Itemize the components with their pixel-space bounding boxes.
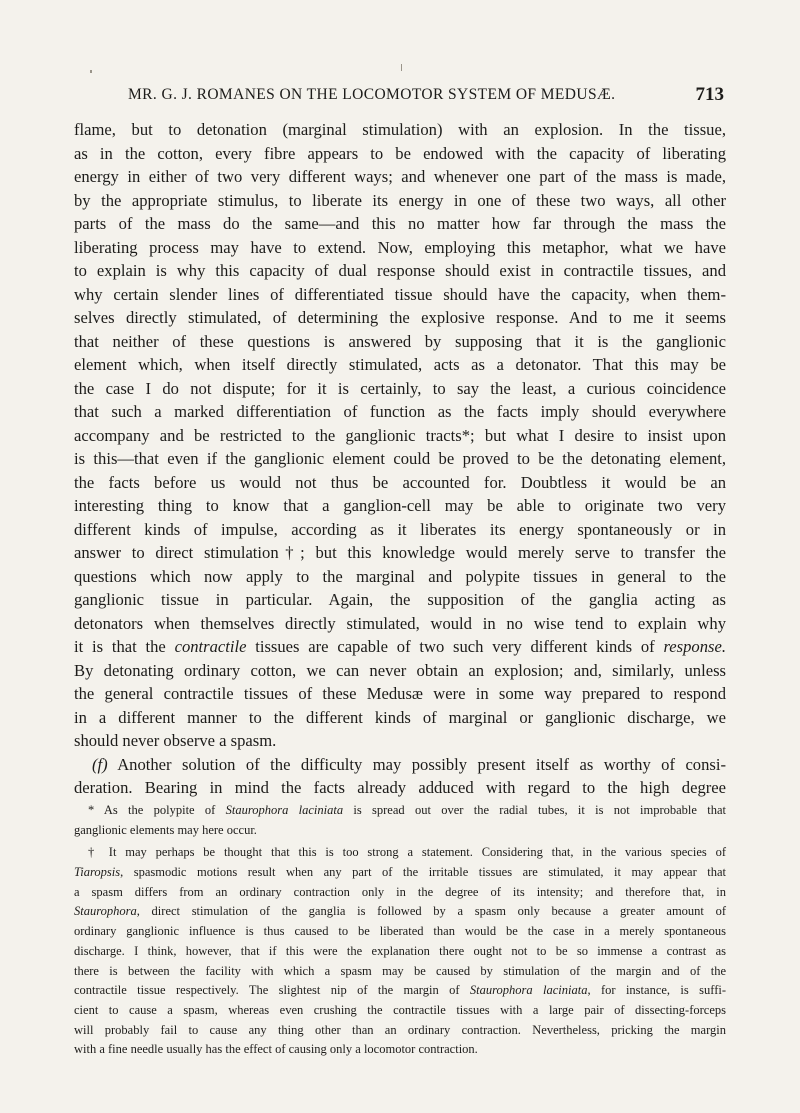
text-run: is spread out over the radial tubes, it is not improbable that: [343, 803, 726, 817]
body-text: [74, 118, 726, 800]
footnote-2-line: [74, 981, 726, 1001]
text-line: energy in either of two very different ways; and whenever one part of the mass is made,: [74, 167, 726, 186]
text-line: deration. Bearing in mind the facts already adduced with regard to the high degree: [74, 778, 726, 797]
footnote-2-line: cient to cause a spasm, whereas even crushing the contractile tissues with a large pair of dissecting-forceps: [74, 1002, 726, 1017]
italic-term: response.: [663, 637, 726, 656]
text-line: as in the cotton, every fibre appears to be endowed with the capacity of liberating: [74, 143, 726, 163]
text-line: parts of the mass do the same—and this no matter how far through the mass the: [74, 214, 726, 233]
text-line: flame, but to detonation (marginal stimulation) with an explosion. In the tissue,: [74, 120, 726, 139]
text-line: to explain is why this capacity of dual response should exist in contractile tissues, and: [74, 261, 726, 280]
text-run: , direct stimulation of the ganglia is followed by a spasm only because a greater amount of: [136, 904, 726, 919]
text-line: different kinds of impulse, according as it liberates its energy spontaneously or in: [74, 519, 726, 539]
footnote-2-line: will probably fail to cause any thing other than an ordinary contraction. Nevertheless, pricking the margin: [74, 1022, 726, 1037]
species-name: Staurophora laciniata: [225, 803, 344, 817]
species-name: Staurophora: [74, 904, 137, 919]
text-run: it is that the: [74, 637, 175, 656]
ink-fleck: [90, 70, 92, 73]
text-line: questions which now apply to the marginal and polypite tissues in general to the: [74, 566, 726, 586]
text-line: element which, when itself directly stimulated, acts as a detonator. That this may be: [74, 355, 726, 374]
italic-term: contractile: [174, 637, 247, 656]
text-line: that neither of these questions is answered by supposing that it is the ganglionic: [74, 331, 726, 351]
text-line: is this—that even if the ganglionic element could be proved to be the detonating element,: [74, 449, 726, 468]
text-line: liberating process may have to extend. Now, employing this metaphor, what we have: [74, 237, 726, 257]
text-line: interesting thing to know that a ganglion-cell may be able to originate two very: [74, 496, 726, 515]
page-header: [0, 84, 800, 108]
footnote-1-line: ganglionic elements may here occur.: [74, 822, 257, 837]
text-line: selves directly stimulated, of determining the explosive response. And to me it seems: [74, 308, 726, 327]
paragraph-end-line: should never observe a spasm.: [74, 731, 277, 750]
footnote-2-line: with a fine needle usually has the effect of causing only a locomotor contraction.: [74, 1042, 478, 1057]
running-title: MR. G. J. ROMANES ON THE LOCOMOTOR SYSTEM OF MEDUSÆ.: [128, 86, 616, 103]
text-line: ganglionic tissue in particular. Again, the supposition of the ganglia acting as: [74, 590, 726, 609]
text-line: by the appropriate stimulus, to liberate its energy in one of these two ways, all other: [74, 190, 726, 210]
text-line: By detonating ordinary cotton, we can never obtain an explosion; and, similarly, unless: [74, 660, 726, 680]
text-line: that such a marked differentiation of function as the facts imply should everywhere: [74, 402, 726, 421]
page-number: 713: [695, 84, 724, 105]
footnote-2-line: [74, 902, 726, 922]
footnotes: [74, 801, 726, 1060]
text-line-contractile: [74, 635, 726, 659]
footnote-2-line: there is between the facility with which a spasm may be caused by stimulation of the margin and of the: [74, 963, 726, 978]
text-line: in a different manner to the different kinds of marginal or ganglionic discharge, we: [74, 707, 726, 727]
text-line: answer to direct stimulation†; but this knowledge would merely serve to transfer the: [74, 543, 726, 562]
text-run: tissues are capable of two such very different kinds of: [246, 637, 664, 656]
footnote-2-line: † It may perhaps be thought that this is too strong a statement. Considering that, in the various species of: [88, 845, 726, 860]
text-run: , for instance, is suffi-: [587, 983, 726, 998]
text-line: the facts before us would not thus be accounted for. Doubtless it would be an: [74, 472, 726, 492]
paragraph-label: (f): [92, 754, 108, 774]
species-name: Staurophora laciniata: [469, 983, 588, 998]
text-line: accompany and be restricted to the ganglionic tracts*; but what I desire to insist upon: [74, 425, 726, 445]
text-line: the general contractile tissues of these Medusæ were in some way prepared to respond: [74, 684, 726, 703]
text-line: detonators when themselves directly stimulated, would in no wise tend to explain why: [74, 613, 726, 633]
text-run: , spasmodic motions result when any part of the irritable tissues are stimulated, it may appear that: [120, 865, 726, 880]
ink-fleck: [401, 64, 402, 71]
text-run: * As the polypite of: [88, 803, 226, 817]
text-run: Another solution of the difficulty may possibly present itself as worthy of consi-: [107, 754, 726, 774]
footnote-2-line: [74, 863, 726, 883]
footnote-2-line: discharge. I think, however, that if this were the explanation there ought not to be so immense a contrast as: [74, 943, 726, 958]
paragraph-f-first-line: [74, 753, 726, 777]
footnote-2-line: a spasm differs from an ordinary contraction only in the degree of its intensity; and therefore that, in: [74, 884, 726, 899]
text-run: contractile tissue respectively. The slightest nip of the margin of: [74, 983, 470, 998]
text-line: why certain slender lines of differentiated tissue should have the capacity, when them-: [74, 284, 726, 304]
footnote-2-line: ordinary ganglionic influence is thus caused to be liberated than would be the case in a merely spontaneous: [74, 924, 726, 939]
footnote-1-line: [74, 801, 726, 821]
text-line: the case I do not dispute; for it is certainly, to say the least, a curious coincidence: [74, 378, 726, 398]
species-name: Tiaropsis: [74, 865, 121, 880]
